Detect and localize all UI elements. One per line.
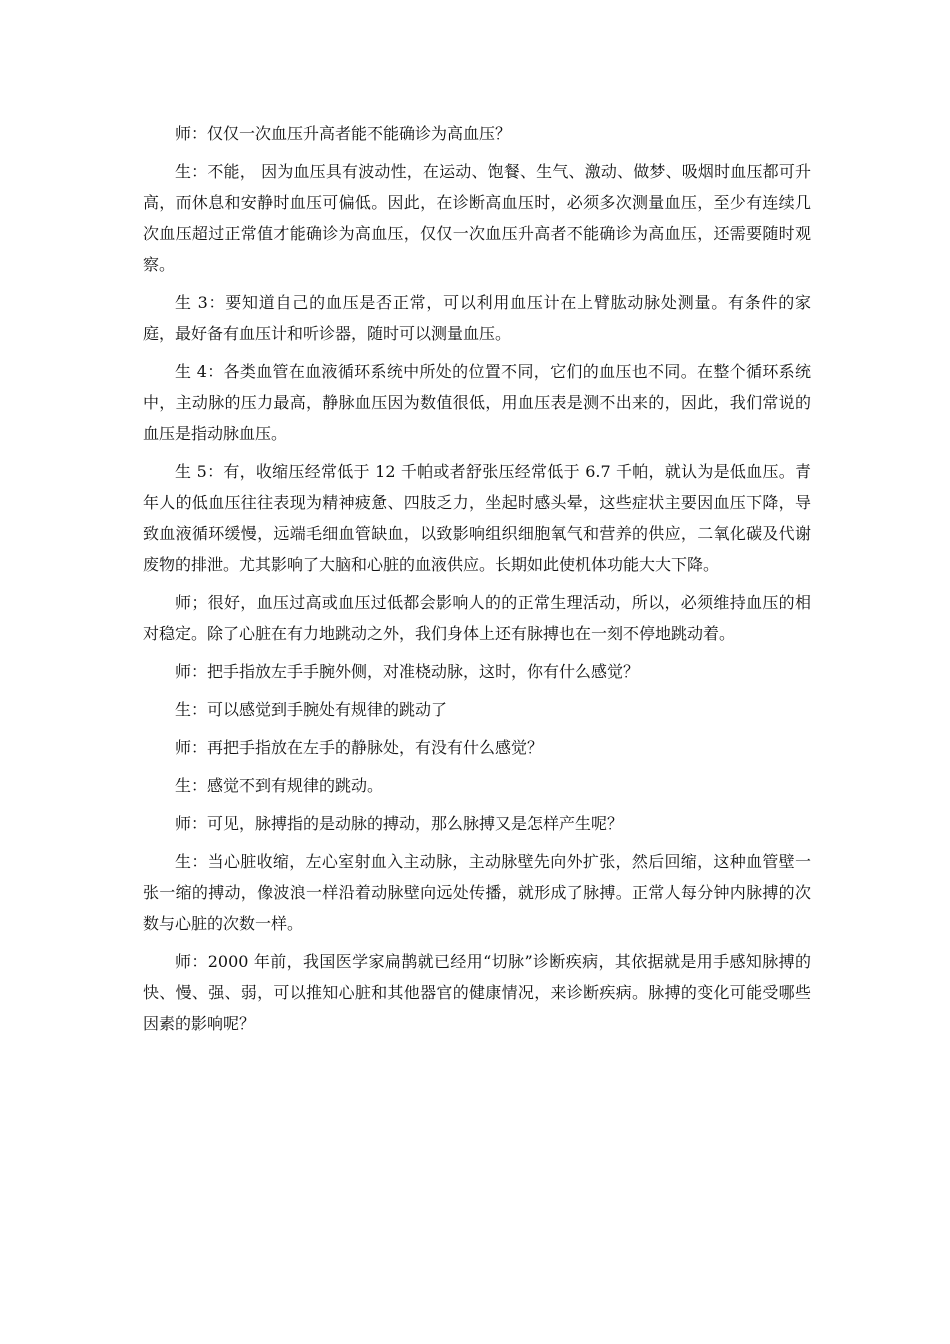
paragraph-student-answer: 生：不能， 因为血压具有波动性，在运动、饱餐、生气、激动、做梦、吸烟时血压都可升高，而休息和安静时血压可偏低。因此，在诊断高血压时，必须多次测量血压，至少有连续几次血压超过正常值才能确诊为高血压，仅仅一次血压升高者不能确诊为高血压，还需要随时观察。 [143, 162, 811, 274]
paragraph-teacher-vein-instruction: 师：再把手指放在左手的静脉处，有没有什么感觉？ [175, 738, 544, 757]
document-body [143, 118, 811, 1046]
paragraph-student-5: 生 5：有，收缩压经常低于 12 千帕或者舒张压经常低于 6.7 千帕，就认为是低血压。青年人的低血压往往表现为精神疲惫、四肢乏力，坐起时感头晕，这些症状主要因血压下降，导致血液循环缓慢，远端毛细血管缺血，以致影响组织细胞氧气和营养的供应，二氧化碳及代谢废物的排泄。尤其影响了大脑和心脏的血液供应。长期如此使机体功能大大下降。 [143, 462, 811, 574]
paragraph-teacher-pulse-question: 师：可见，脉搏指的是动脉的搏动，那么脉搏又是怎样产生呢？ [175, 814, 624, 833]
paragraph-teacher-bianque: 师：2000 年前，我国医学家扁鹊就已经用“切脉”诊断疾病，其依据就是用手感知脉搏的快、慢、强、弱，可以推知心脏和其他器官的健康情况，来诊断疾病。脉搏的变化可能受哪些因素的影响呢？ [143, 952, 811, 1033]
paragraph-teacher-pulse-instruction: 师：把手指放左手手腕外侧，对准桡动脉，这时，你有什么感觉？ [175, 662, 640, 681]
paragraph-student-pulse-feeling: 生：可以感觉到手腕处有规律的跳动了 [175, 700, 448, 719]
paragraph-student-3: 生 3：要知道自己的血压是否正常，可以利用血压计在上臂肱动脉处测量。有条件的家庭，最好备有血压计和听诊器，随时可以测量血压。 [143, 293, 811, 343]
paragraph-teacher-question: 师：仅仅一次血压升高者能不能确诊为高血压？ [175, 124, 512, 143]
paragraph-student-vein-feeling: 生：感觉不到有规律的跳动。 [175, 776, 384, 795]
paragraph-student-pulse-explanation: 生：当心脏收缩，左心室射血入主动脉，主动脉壁先向外扩张，然后回缩，这种血管壁一张一缩的搏动，像波浪一样沿着动脉壁向远处传播，就形成了脉搏。正常人每分钟内脉搏的次数与心脏的次数一样。 [143, 852, 811, 933]
paragraph-student-4: 生 4：各类血管在血液循环系统中所处的位置不同，它们的血压也不同。在整个循环系统中，主动脉的压力最高，静脉血压因为数值很低，用血压表是测不出来的，因此，我们常说的血压是指动脉血压。 [143, 362, 811, 443]
paragraph-teacher-summary: 师；很好，血压过高或血压过低都会影响人的的正常生理活动，所以，必须维持血压的相对稳定。除了心脏在有力地跳动之外，我们身体上还有脉搏也在一刻不停地跳动着。 [143, 593, 811, 643]
